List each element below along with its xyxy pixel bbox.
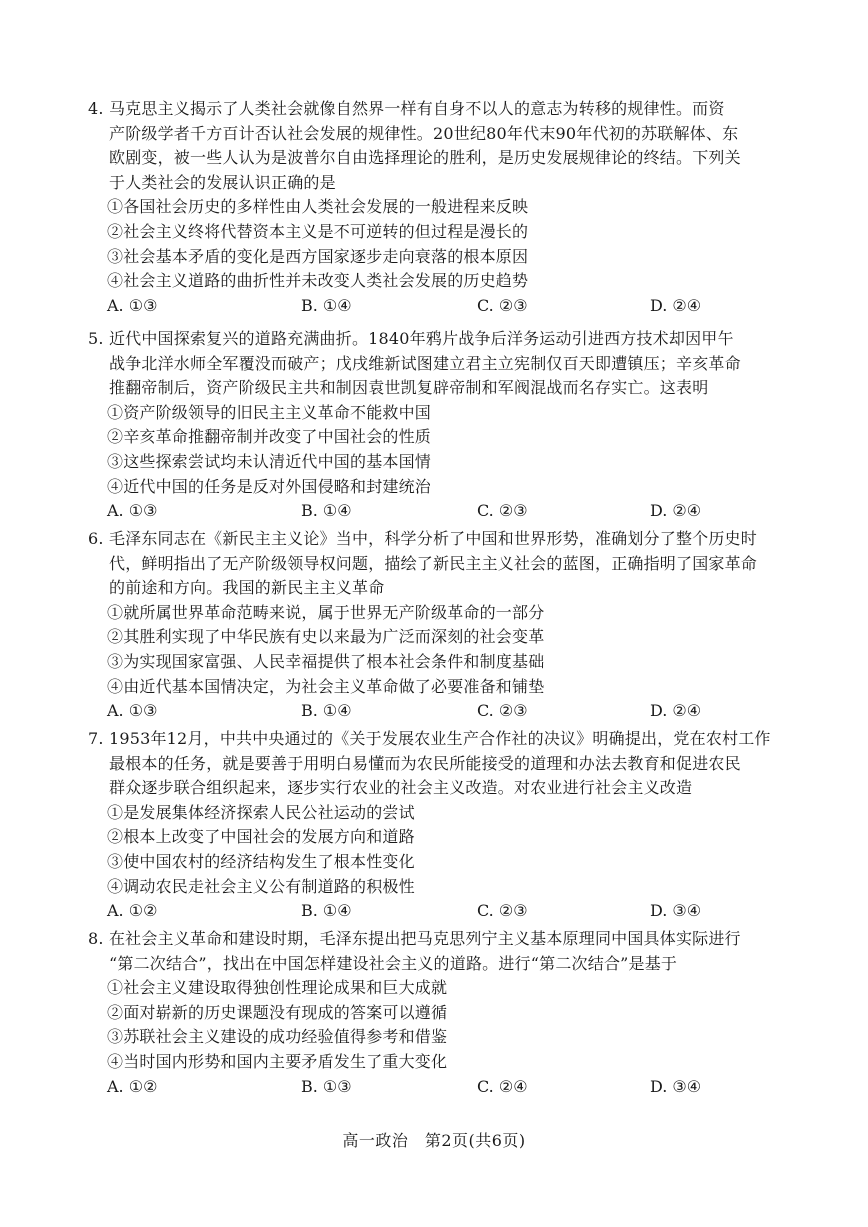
stem-line: 代，鲜明指出了无产阶级领导权问题，描绘了新民主主义社会的蓝图，正确指明了国家革命 xyxy=(109,553,758,573)
choice-d: D. ②④ xyxy=(650,501,702,521)
choice-c: C. ②③ xyxy=(477,901,528,921)
option-statement: ③苏联社会主义建设的成功经验值得参考和借鉴 xyxy=(107,1027,448,1047)
option-statement: ①资产阶级领导的旧民主主义革命不能救中国 xyxy=(107,402,432,422)
option-statement: ②社会主义终将代替资本主义是不可逆转的但过程是漫长的 xyxy=(107,221,529,241)
stem-line: 的前途和方向。我国的新民主主义革命 xyxy=(109,578,385,598)
choice-d: D. ②④ xyxy=(650,295,702,315)
choice-c: C. ②③ xyxy=(477,701,528,721)
choice-b: B. ①④ xyxy=(301,501,352,521)
choice-a: A. ①② xyxy=(107,1076,158,1096)
choice-b: B. ①④ xyxy=(301,295,352,315)
option-statement: ②根本上改变了中国社会的发展方向和道路 xyxy=(107,827,415,847)
question-8 xyxy=(88,927,788,1099)
option-statement: ④社会主义道路的曲折性并未改变人类社会发展的历史趋势 xyxy=(107,271,529,291)
question-stem xyxy=(88,527,788,601)
option-statement: ③社会基本矛盾的变化是西方国家逐步走向衰落的根本原因 xyxy=(107,246,529,266)
option-statement: ④由近代基本国情决定，为社会主义革命做了必要准备和铺垫 xyxy=(107,676,545,696)
stem-line: 于人类社会的发展认识正确的是 xyxy=(109,172,336,192)
choice-d: D. ③④ xyxy=(650,1076,702,1096)
stem-line: 产阶级学者千方百计否认社会发展的规律性。20世纪80年代末90年代初的苏联解体、东 xyxy=(109,123,739,143)
answer-choices xyxy=(107,699,788,724)
choice-d: D. ③④ xyxy=(650,901,702,921)
answer-choices xyxy=(107,1075,788,1100)
question-stem xyxy=(88,327,788,401)
option-statement: ③使中国农村的经济结构发生了根本性变化 xyxy=(107,851,415,871)
option-statement: ②辛亥革命推翻帝制并改变了中国社会的性质 xyxy=(107,427,432,447)
question-6 xyxy=(88,527,788,724)
choice-a: A. ①③ xyxy=(107,501,158,521)
choice-c: C. ②③ xyxy=(477,295,528,315)
option-statement: ③为实现国家富强、人民幸福提供了根本社会条件和制度基础 xyxy=(107,651,545,671)
option-statement: ③这些探索尝试均未认清近代中国的基本国情 xyxy=(107,451,432,471)
answer-choices xyxy=(107,294,788,319)
option-statement: ②面对崭新的历史课题没有现成的答案可以遵循 xyxy=(107,1002,448,1022)
question-5 xyxy=(88,327,788,524)
stem-line: 最根本的任务，就是要善于用明白易懂而为农民所能接受的道理和办法去教育和促进农民 xyxy=(109,753,741,773)
option-statement: ④调动农民走社会主义公有制道路的积极性 xyxy=(107,876,415,896)
stem-line: 群众逐步联合组织起来，逐步实行农业的社会主义改造。对农业进行社会主义改造 xyxy=(109,778,693,798)
choice-d: D. ②④ xyxy=(650,701,702,721)
stem-line: 欧剧变，被一些人认为是波普尔自由选择理论的胜利，是历史发展规律论的终结。下列关 xyxy=(109,148,741,168)
option-statement: ④当时国内形势和国内主要矛盾发生了重大变化 xyxy=(107,1051,448,1071)
stem-line: 7. 1953年12月，中共中央通过的《关于发展农业生产合作社的决议》明确提出，党在农村工作 xyxy=(88,729,771,748)
stem-line: 8. 在社会主义革命和建设时期，毛泽东提出把马克思列宁主义基本原理同中国具体实际进行 xyxy=(88,929,741,948)
option-statement: ①就所属世界革命范畴来说，属于世界无产阶级革命的一部分 xyxy=(107,602,545,622)
choice-b: B. ①④ xyxy=(301,901,352,921)
question-7 xyxy=(88,727,788,924)
page-footer: 高一政治 第2页(共6页) xyxy=(342,1131,526,1150)
choice-c: C. ②③ xyxy=(477,501,528,521)
choice-b: B. ①③ xyxy=(301,1076,352,1096)
question-stem xyxy=(88,97,788,195)
option-statement: ①各国社会历史的多样性由人类社会发展的一般进程来反映 xyxy=(107,197,529,217)
option-statement: ②其胜利实现了中华民族有史以来最为广泛而深刻的社会变革 xyxy=(107,627,545,647)
option-statement: ④近代中国的任务是反对外国侵略和封建统治 xyxy=(107,476,432,496)
question-4 xyxy=(88,97,788,318)
choice-a: A. ①③ xyxy=(107,701,158,721)
stem-line: 4. 马克思主义揭示了人类社会就像自然界一样有自身不以人的意志为转移的规律性。而资 xyxy=(88,99,725,118)
question-stem xyxy=(88,927,788,976)
stem-line: “第二次结合”，找出在中国怎样建设社会主义的道路。进行“第二次结合”是基于 xyxy=(109,953,678,973)
stem-line: 6. 毛泽东同志在《新民主主义论》当中，科学分析了中国和世界形势，准确划分了整个历史时 xyxy=(88,529,757,548)
option-statement: ①是发展集体经济探索人民公社运动的尝试 xyxy=(107,802,415,822)
question-stem xyxy=(88,727,788,801)
choice-a: A. ①② xyxy=(107,901,158,921)
choice-c: C. ②④ xyxy=(477,1076,528,1096)
choice-b: B. ①④ xyxy=(301,701,352,721)
stem-line: 5. 近代中国探索复兴的道路充满曲折。1840年鸦片战争后洋务运动引进西方技术却因甲午 xyxy=(88,329,734,348)
stem-line: 推翻帝制后，资产阶级民主共和制因袁世凯复辟帝制和军阀混战而名存实亡。这表明 xyxy=(109,378,709,398)
answer-choices xyxy=(107,499,788,524)
option-statement: ①社会主义建设取得独创性理论成果和巨大成就 xyxy=(107,978,448,998)
choice-a: A. ①③ xyxy=(107,295,158,315)
stem-line: 战争北洋水师全军覆没而破产；戊戌维新试图建立君主立宪制仅百天即遭镇压；辛亥革命 xyxy=(109,353,741,373)
answer-choices xyxy=(107,899,788,924)
